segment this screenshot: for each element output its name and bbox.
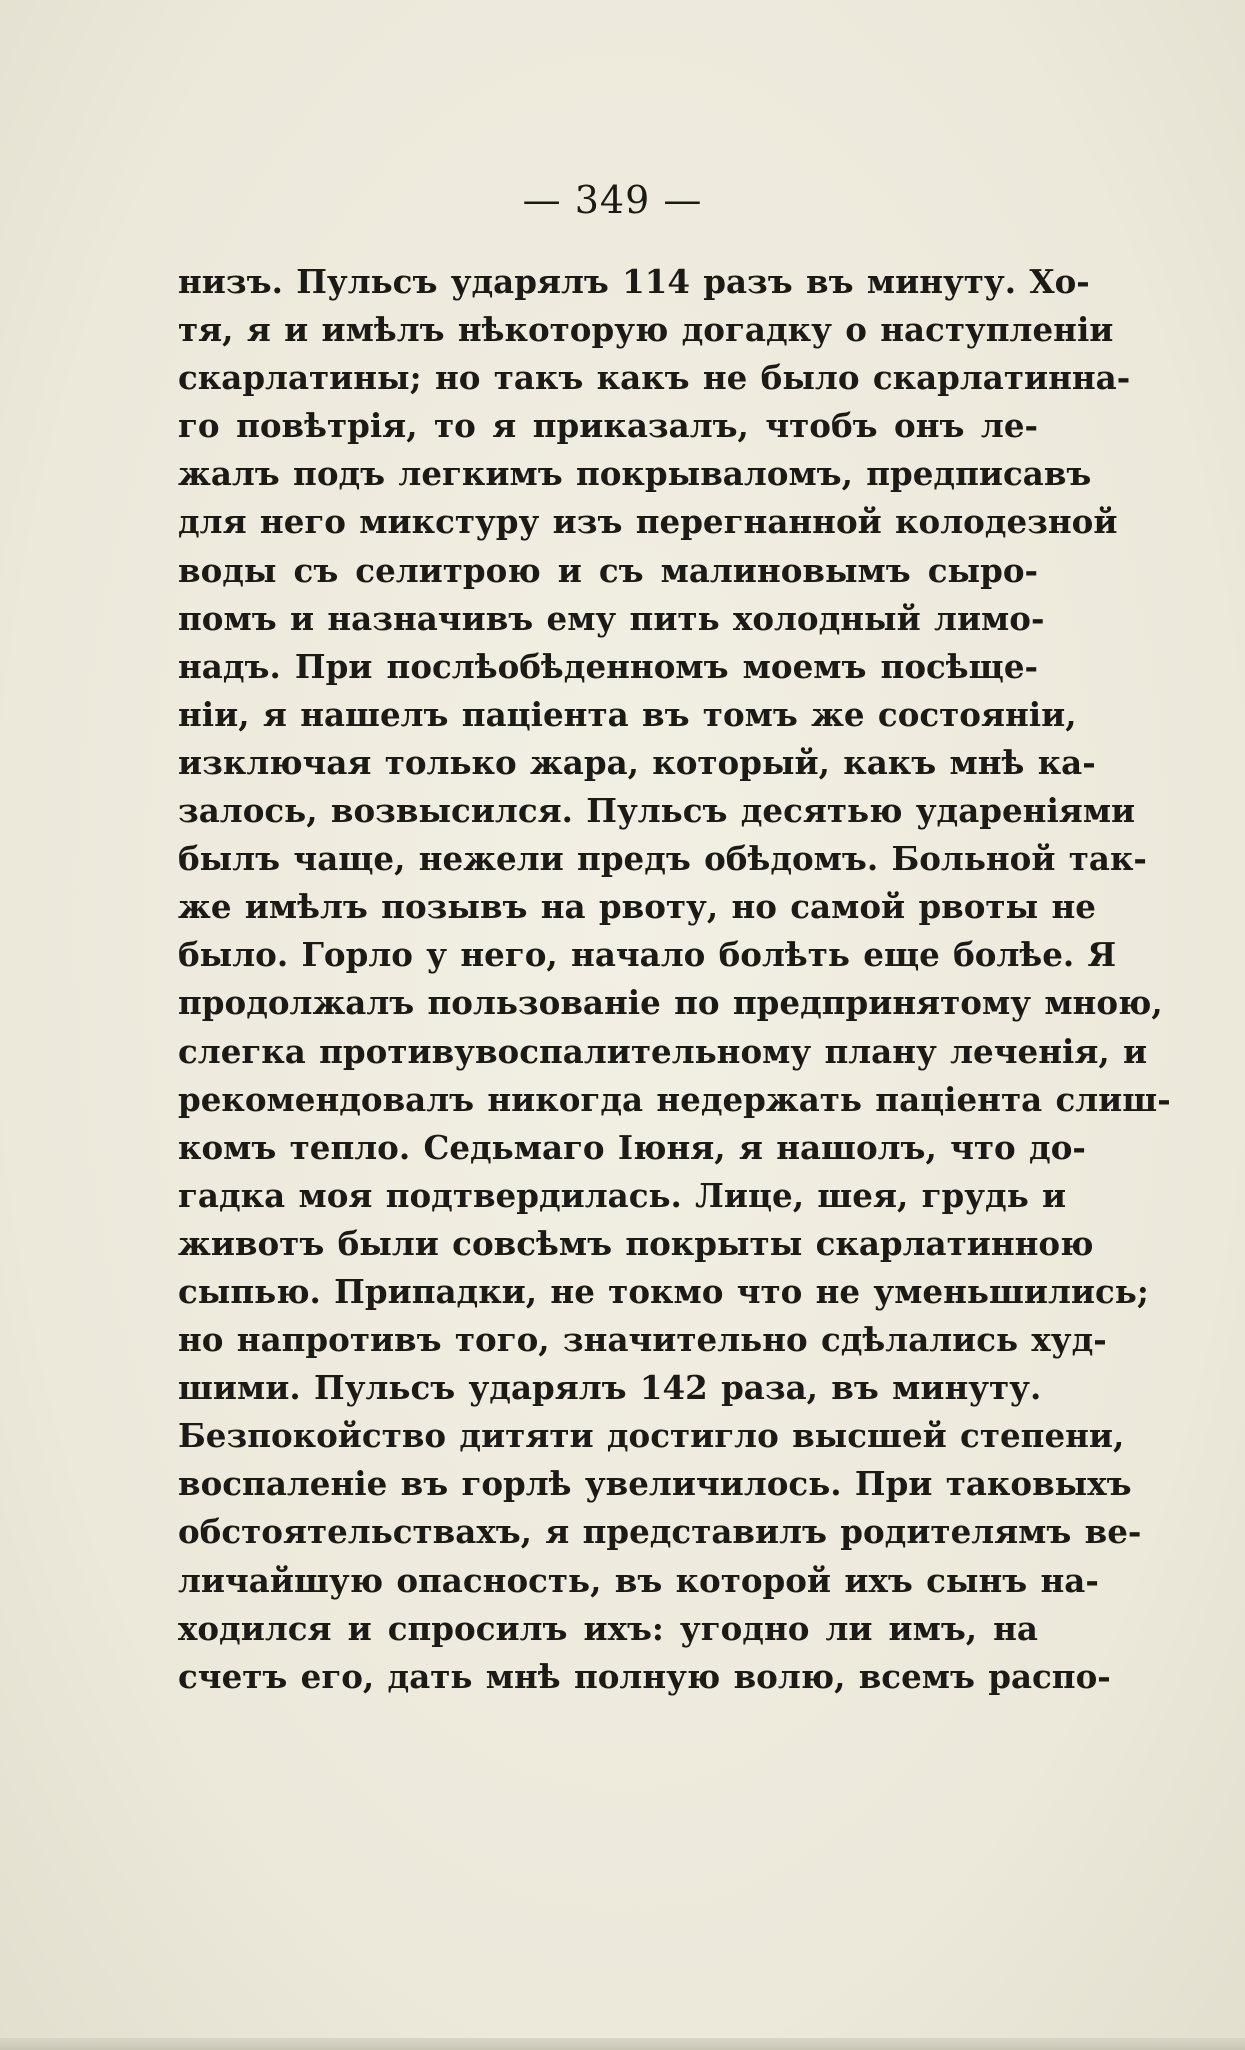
text-line: былъ чаще, нежели предъ обѣдомъ. Больной так-	[178, 839, 1147, 879]
text-line: для него микстуру изъ перегнанной колодезной	[178, 502, 1118, 542]
text-line: воспаленіе въ горлѣ увеличилось. При таковыхъ	[178, 1464, 1132, 1504]
text-line: низъ. Пульсъ ударялъ 114 разъ въ минуту. Хо-	[178, 262, 1090, 301]
body-text	[178, 258, 1171, 1701]
text-line: продолжалъ пользованіе по предпринятому мною,	[178, 983, 1163, 1023]
text-line: рекомендовалъ никогда недержать паціента слиш-	[178, 1079, 1171, 1119]
text-line: надъ. При послѣобѣденномъ моемъ посѣще-	[178, 646, 1038, 686]
text-line: го повѣтрія, то я приказалъ, чтобъ онъ ле-	[178, 406, 1038, 446]
text-line: же имѣлъ позывъ на рвоту, но самой рвоты не	[178, 887, 1096, 927]
text-line: слегка противувоспалительному плану леченія, и	[178, 1031, 1148, 1071]
text-line: комъ тепло. Седьмаго Іюня, я нашолъ, что до-	[178, 1127, 1086, 1167]
text-line: гадка моя подтвердилась. Лице, шея, грудь и	[178, 1175, 1067, 1215]
text-line: воды съ селитрою и съ малиновымъ сыро-	[178, 550, 1038, 590]
page-bottom-edge	[0, 2038, 1245, 2050]
text-line: но напротивъ того, значительно сдѣлались худ-	[178, 1320, 1107, 1360]
text-line: жалъ подъ легкимъ покрываломъ, предписавъ	[178, 454, 1092, 494]
text-line: залось, возвысился. Пульсъ десятью удареніями	[178, 791, 1136, 831]
text-line: счетъ его, дать мнѣ полную волю, всемъ распо-	[178, 1656, 1111, 1696]
text-line: ніи, я нашелъ паціента въ томъ же состояніи,	[178, 694, 1077, 734]
text-line: обстоятельствахъ, я представилъ родителямъ ве-	[178, 1512, 1142, 1552]
text-line: сыпью. Припадки, не токмо что не уменьшились;	[178, 1271, 1149, 1311]
text-line: ходился и спросилъ ихъ: угодно ли имъ, на	[178, 1608, 1038, 1648]
text-line: животъ были совсѣмъ покрыты скарлатинною	[178, 1223, 1094, 1263]
text-line: помъ и назначивъ ему пить холодный лимо-	[178, 598, 1045, 638]
text-line: личайшую опасность, въ которой ихъ сынъ на-	[178, 1560, 1099, 1600]
text-line: скарлатины; но такъ какъ не было скарлатинна-	[178, 358, 1131, 398]
text-line: было. Горло у него, начало болѣть еще болѣе. Я	[178, 935, 1117, 975]
text-line: тя, я и имѣлъ нѣкоторую догадку о наступленіи	[178, 310, 1114, 350]
text-line: шими. Пульсъ ударялъ 142 раза, въ минуту.	[178, 1368, 1042, 1408]
page-number: — 349 —	[522, 178, 703, 222]
text-line: Безпокойство дитяти достигло высшей степени,	[178, 1416, 1125, 1456]
text-line: изключая только жара, который, какъ мнѣ ка-	[178, 742, 1096, 782]
